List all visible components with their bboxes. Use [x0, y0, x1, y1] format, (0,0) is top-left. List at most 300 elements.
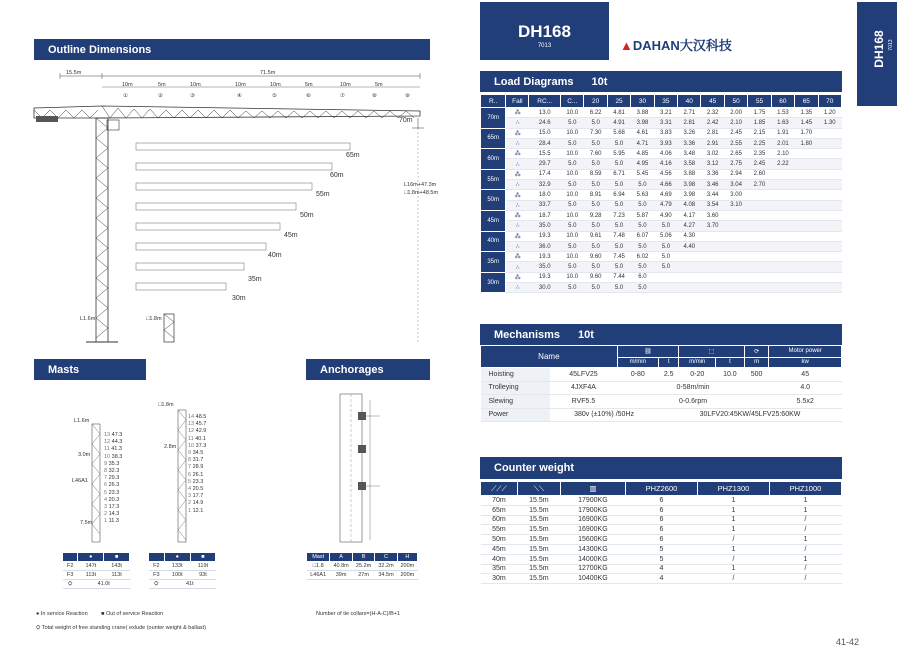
total-weight-note: ⛭ Total weight of free standing crane( exlude (ounter weight & ballast) [36, 625, 207, 631]
load-row [481, 128, 842, 138]
load-cell: 19.3 [529, 231, 561, 241]
load-cell: 5.0 [584, 159, 607, 169]
load-cell: 4.71 [631, 138, 654, 148]
load-cell: 2.45 [748, 159, 771, 169]
counter-cell: / [697, 535, 769, 545]
jib-icon: ⟋⟋⟋ [481, 482, 518, 496]
counter-cell: 45m [481, 544, 518, 554]
load-cell: 19.3 [529, 252, 561, 262]
counter-cell: 1 [697, 505, 769, 515]
load-row [481, 118, 842, 128]
load-cell: 5.0 [584, 283, 607, 293]
mast-section-number: 7 [188, 464, 193, 471]
load-cell [724, 231, 747, 241]
mast-left-top: L1.6m [74, 418, 90, 424]
load-cell: 5.0 [584, 262, 607, 272]
mast-height [104, 490, 122, 497]
counter-cell: 15.5m [517, 505, 560, 515]
load-cell [724, 272, 747, 282]
mast-height [104, 439, 122, 446]
mast-height-value: 47.3 [111, 432, 123, 438]
load-cell: 5.0 [631, 262, 654, 272]
counter-cell: 1 [697, 525, 769, 535]
load-cell [771, 221, 794, 231]
bottom-right-label: □1.8m [146, 316, 162, 322]
load-cell: 17.4 [529, 169, 561, 179]
counter-cell: 1 [769, 535, 841, 545]
load-cell: 5.0 [607, 241, 630, 251]
counter-row [481, 535, 842, 545]
counterweight-icon: ▥ [560, 482, 625, 496]
load-cell: 5.0 [654, 252, 677, 262]
load-cell: 2.70 [748, 180, 771, 190]
load-cell: 2.94 [724, 169, 747, 179]
load-cell: 2.81 [678, 118, 701, 128]
load-cell: 3.83 [654, 128, 677, 138]
load-cell: 5.0 [584, 180, 607, 190]
load-cell: 3.21 [654, 108, 677, 118]
mast-height [188, 414, 206, 421]
load-col-header: 60 [771, 95, 794, 108]
fall-icon: ∴ [506, 200, 529, 210]
counter-cell: 15.5m [517, 544, 560, 554]
counter-cell: / [769, 574, 841, 584]
mast-section-number: 12 [104, 439, 112, 446]
load-cell: 3.46 [701, 180, 724, 190]
logo-icon: ▲ [620, 38, 633, 53]
mast-section-number: 7 [104, 475, 109, 482]
load-cell [818, 180, 841, 190]
load-cell: 4.61 [631, 128, 654, 138]
load-cell: 2.10 [724, 118, 747, 128]
seg-num-7: ⑦ [340, 93, 345, 99]
out-service-icon: ■ [104, 553, 130, 562]
counter-cell: 50m [481, 535, 518, 545]
load-cell [771, 241, 794, 251]
load-cell [724, 210, 747, 220]
load-cell: 3.54 [701, 200, 724, 210]
load-cell: 1.80 [795, 138, 818, 148]
load-col-header: 40 [678, 95, 701, 108]
load-cell [795, 190, 818, 200]
mech-table: Name ⛓ ⬚ ⟳ Motor power m/min t m/min t m kw Hoisting 45LFV25 0-80 2.5 0-20 10.0 500 45 Trolleying 4JXF4A 0-58m/min 4.0 Slewing RVF5.5 0-0.6rpm 5.5x2 Power 380v (±10%) /50Hz 30LFV20:45KW/45LFV25:60KW [480, 345, 842, 422]
side-note-2: □1.8m+48.5m [404, 190, 439, 196]
fall-icon: ⁂ [506, 252, 529, 262]
load-cell [818, 159, 841, 169]
mast-right-table: ● ■ F2 133t 119t F3 100t 93t ⛭ 41t [148, 552, 216, 589]
mast-section-number: 10 [104, 453, 112, 460]
mast-height [188, 500, 206, 507]
load-col-header: 35 [654, 95, 677, 108]
mast-height [104, 518, 122, 525]
masts-header [34, 359, 146, 380]
load-cell [818, 231, 841, 241]
load-cell [701, 241, 724, 251]
load-cell [678, 262, 701, 272]
load-cell: 3.58 [678, 159, 701, 169]
bottom-left-label: L1.6m [80, 316, 96, 322]
load-cell: 5.0 [561, 200, 584, 210]
load-row [481, 108, 842, 118]
load-row [481, 221, 842, 231]
counter-cell: / [697, 554, 769, 564]
mast-section-number: 10 [188, 442, 196, 449]
mast-height [104, 475, 122, 482]
counter-cell: 35m [481, 564, 518, 574]
load-cell: 3.04 [724, 180, 747, 190]
load-cell: 4.91 [607, 118, 630, 128]
mast-height [188, 428, 206, 435]
counter-col-header: PHZ2600 [625, 482, 697, 496]
load-cell [818, 262, 841, 272]
load-cell: 3.98 [678, 190, 701, 200]
load-row [481, 231, 842, 241]
load-cell: 5.0 [607, 159, 630, 169]
load-cell: 36.0 [529, 241, 561, 251]
mast-left-heights [104, 432, 122, 526]
seg-2: 5m [158, 82, 166, 88]
counter-cell: 6 [625, 535, 697, 545]
load-cell: 10.0 [561, 169, 584, 179]
load-cell: 15.0 [529, 128, 561, 138]
dim-counter-jib: 15.5m [66, 70, 82, 76]
load-cell [818, 241, 841, 251]
load-cell: 2.15 [748, 128, 771, 138]
mast-left-label: L46A1 [72, 478, 88, 484]
load-cell: 7.23 [607, 210, 630, 220]
counter-cell: / [697, 574, 769, 584]
load-cell [795, 283, 818, 293]
fall-icon: ∴ [506, 159, 529, 169]
mast-height [188, 493, 206, 500]
mech-header [480, 324, 842, 345]
load-cell: 4.30 [678, 231, 701, 241]
load-cell [724, 262, 747, 272]
load-cell: 5.0 [654, 241, 677, 251]
mast-left-base: 7.5m [80, 520, 93, 526]
seg-num-4: ④ [237, 93, 242, 99]
load-cell [748, 272, 771, 282]
seg-num-3: ③ [190, 93, 195, 99]
load-cell: 5.45 [631, 169, 654, 179]
counter-cell: 10400KG [560, 574, 625, 584]
load-cell [748, 190, 771, 200]
mast-height [188, 472, 206, 479]
load-cell: 6.0 [631, 272, 654, 282]
in-service-icon: ● [78, 553, 104, 562]
model-code: 7013 [537, 43, 552, 49]
mast-height-value: 44.3 [111, 439, 123, 446]
load-cell: 5.0 [631, 283, 654, 293]
load-cell: 32.9 [529, 180, 561, 190]
load-cell [724, 221, 747, 231]
load-cell: 2.55 [724, 138, 747, 148]
counter-cell: 1 [697, 564, 769, 574]
load-cell: 2.10 [771, 149, 794, 159]
mast-section-number: 4 [188, 486, 193, 493]
counter-cell: 15.5m [517, 496, 560, 506]
load-row [481, 272, 842, 282]
load-cell: 5.0 [607, 283, 630, 293]
counter-cell: 60m [481, 515, 518, 525]
load-cell: 5.0 [584, 221, 607, 231]
seg-num-9: ⑨ [405, 93, 410, 99]
load-cell: 1.63 [771, 118, 794, 128]
load-cell: 3.98 [631, 118, 654, 128]
counter-cell: 15600KG [560, 535, 625, 545]
fall-icon: ∴ [506, 138, 529, 148]
mast-section-number: 1 [104, 518, 109, 525]
jib-40m: 40m [268, 252, 282, 259]
load-cell: 3.93 [654, 138, 677, 148]
counter-cell: / [769, 544, 841, 554]
seg-3: 10m [190, 82, 201, 88]
load-col-header: 25 [607, 95, 630, 108]
load-cell: 10.0 [561, 149, 584, 159]
load-cell: 5.0 [584, 200, 607, 210]
mast-right-heights [188, 414, 206, 515]
mast-height-value: 38.3 [111, 453, 123, 460]
load-group-label: 50m [481, 190, 506, 211]
load-row [481, 262, 842, 272]
load-cell [771, 231, 794, 241]
counter-cell: 14000KG [560, 554, 625, 564]
mast-height [188, 486, 206, 493]
load-cell: 10.0 [561, 231, 584, 241]
mast-section-number: 6 [188, 471, 193, 478]
load-col-header: 20 [584, 95, 607, 108]
crane-outline-drawing [30, 68, 440, 346]
mast-height-value: 26.3 [108, 482, 120, 489]
mast-height-value: 20.3 [108, 496, 120, 503]
counter-cell: 16900KG [560, 525, 625, 535]
load-group-label: 65m [481, 128, 506, 149]
load-cell: 5.0 [561, 180, 584, 190]
mast-height [104, 511, 122, 518]
load-cell: 5.0 [654, 262, 677, 272]
load-cell [701, 252, 724, 262]
load-cell [678, 272, 701, 282]
load-cell: 1.85 [748, 118, 771, 128]
mast-section-number: 2 [104, 511, 109, 518]
jib-35m: 35m [248, 276, 262, 283]
mast-section-number: 4 [104, 496, 109, 503]
load-cell: 1.70 [795, 128, 818, 138]
mast-height [104, 504, 122, 511]
load-cell: 2.32 [701, 108, 724, 118]
page-number: 41-42 [836, 637, 860, 647]
counter-cell: 1 [697, 515, 769, 525]
load-cell [795, 200, 818, 210]
load-group-label: 70m [481, 108, 506, 129]
load-cell: 5.0 [607, 180, 630, 190]
load-cell [748, 231, 771, 241]
load-row [481, 180, 842, 190]
load-cell: 6.71 [607, 169, 630, 179]
legend-in-service: In service Reaction [40, 611, 88, 617]
load-cell: 2.71 [678, 108, 701, 118]
load-cell: 24.6 [529, 118, 561, 128]
counter-cell: 6 [625, 505, 697, 515]
counter-cell: 16900KG [560, 515, 625, 525]
counter-cell: 1 [769, 554, 841, 564]
load-cell: 10.0 [561, 128, 584, 138]
mast-section-number: 14 [188, 414, 196, 420]
mast-right-top: □1.8m [158, 402, 174, 408]
counter-cell: 65m [481, 505, 518, 515]
load-cell [771, 180, 794, 190]
mast-height-value: 26.1 [192, 471, 204, 478]
load-col-header: 70 [818, 95, 841, 108]
load-cell: 3.31 [654, 118, 677, 128]
load-cell: 1.30 [818, 118, 841, 128]
load-cell [678, 252, 701, 262]
load-cell: 3.88 [631, 108, 654, 118]
counter-cell: 5 [625, 554, 697, 564]
load-cell: 1.20 [818, 108, 841, 118]
load-cell [748, 283, 771, 293]
load-cell: 5.0 [561, 221, 584, 231]
load-cell [771, 283, 794, 293]
counter-cell: 12700KG [560, 564, 625, 574]
load-cell: 3.36 [678, 138, 701, 148]
jib-50m: 50m [300, 212, 314, 219]
load-row [481, 159, 842, 169]
counter-row [481, 544, 842, 554]
counter-row [481, 505, 842, 515]
load-col-header: R.. [481, 95, 506, 108]
load-cell [795, 159, 818, 169]
mast-left-side: 3.0m [78, 452, 91, 458]
load-cell: 9.60 [584, 272, 607, 282]
load-cell: 5.63 [631, 190, 654, 200]
load-cell: 5.0 [607, 262, 630, 272]
mast-height [104, 454, 122, 461]
mast-height-value: 12.1 [192, 507, 204, 514]
in-service-bullet: ● [36, 611, 40, 617]
load-cell [701, 283, 724, 293]
load-cell: 3.48 [678, 149, 701, 159]
jib-45m: 45m [284, 232, 298, 239]
fall-icon: ∴ [506, 241, 529, 251]
load-cell: 33.7 [529, 200, 561, 210]
load-cell [678, 283, 701, 293]
load-cell: 5.0 [631, 180, 654, 190]
load-cell: 5.06 [654, 231, 677, 241]
side-note-1: L16m+47.3m [404, 182, 437, 188]
load-cell: 3.36 [701, 169, 724, 179]
load-cell [701, 262, 724, 272]
load-cell: 2.01 [771, 138, 794, 148]
load-cell: 19.3 [529, 272, 561, 282]
mast-height [188, 464, 206, 471]
mast-section-number: 1 [188, 507, 193, 514]
model-banner [480, 2, 609, 60]
load-cell [748, 262, 771, 272]
anchorage-table: Mast A B C H □1.8 40.8m 25.2m 32.2m 200m L46A1 39m 27m 34.5m 200m [306, 552, 418, 580]
load-cell [701, 231, 724, 241]
mast-height [104, 432, 122, 439]
seg-num-1: ① [123, 93, 128, 99]
counter-cell: / [769, 525, 841, 535]
counter-row [481, 574, 842, 584]
counter-cell: 15.5m [517, 564, 560, 574]
mast-height [104, 468, 122, 475]
load-cell: 5.0 [631, 221, 654, 231]
mast-section-number: 6 [104, 482, 109, 489]
mast-height [104, 461, 122, 468]
load-cell: 3.44 [701, 190, 724, 200]
load-cell: 2.35 [748, 149, 771, 159]
load-header [480, 71, 842, 92]
load-cell [795, 241, 818, 251]
load-cell: 4.66 [654, 180, 677, 190]
mast-height-value: 41.3 [111, 446, 122, 453]
load-group-label: 30m [481, 272, 506, 293]
seg-8: 5m [375, 82, 383, 88]
load-group-label: 60m [481, 149, 506, 170]
load-cell: 6.22 [584, 108, 607, 118]
load-cell: 3.98 [678, 180, 701, 190]
seg-num-2: ② [158, 93, 163, 99]
load-cell [818, 200, 841, 210]
load-cell: 3.02 [701, 149, 724, 159]
counter-cell: 17900KG [560, 496, 625, 506]
counter-cell: 15.5m [517, 515, 560, 525]
counter-cell: 6 [625, 525, 697, 535]
mast-height-value: 23.3 [108, 489, 120, 496]
load-cell: 3.00 [724, 190, 747, 200]
load-row [481, 149, 842, 159]
seg-4: 10m [235, 82, 246, 88]
fall-icon: ⁂ [506, 108, 529, 118]
counter-cell: 4 [625, 564, 697, 574]
load-cell [795, 262, 818, 272]
load-cell: 30.0 [529, 283, 561, 293]
jib-60m: 60m [330, 172, 344, 179]
load-cell [771, 272, 794, 282]
load-col-header: Fall [506, 95, 529, 108]
seg-num-5: ⑤ [272, 93, 277, 99]
mast-height-value: 14.9 [192, 500, 204, 507]
load-cell [748, 252, 771, 262]
mast-height-value: 40.1 [195, 435, 206, 442]
load-cell: 5.0 [561, 159, 584, 169]
fall-icon: ⁂ [506, 169, 529, 179]
seg-6: 5m [305, 82, 313, 88]
load-cell: 10.0 [561, 272, 584, 282]
load-cell: 6.02 [631, 252, 654, 262]
load-cell: 10.0 [561, 190, 584, 200]
mast-right-side: 2.8m [164, 444, 177, 450]
load-cell: 2.25 [748, 138, 771, 148]
load-cell: 4.17 [678, 210, 701, 220]
seg-5: 10m [270, 82, 281, 88]
legend-out-service: Out of service Reaction [106, 611, 164, 617]
load-cell: 8.91 [584, 190, 607, 200]
load-cell: 2.81 [701, 128, 724, 138]
model-name: DH168 [518, 22, 571, 41]
load-cell: 7.30 [584, 128, 607, 138]
seg-1: 10m [122, 82, 133, 88]
load-cell [818, 252, 841, 262]
load-cell: 35.0 [529, 221, 561, 231]
weight-icon: ⛭ [149, 580, 165, 589]
mast-height-value: 23.3 [192, 478, 204, 485]
load-cell [724, 283, 747, 293]
fall-icon: ∴ [506, 118, 529, 128]
mast-height [104, 497, 122, 504]
